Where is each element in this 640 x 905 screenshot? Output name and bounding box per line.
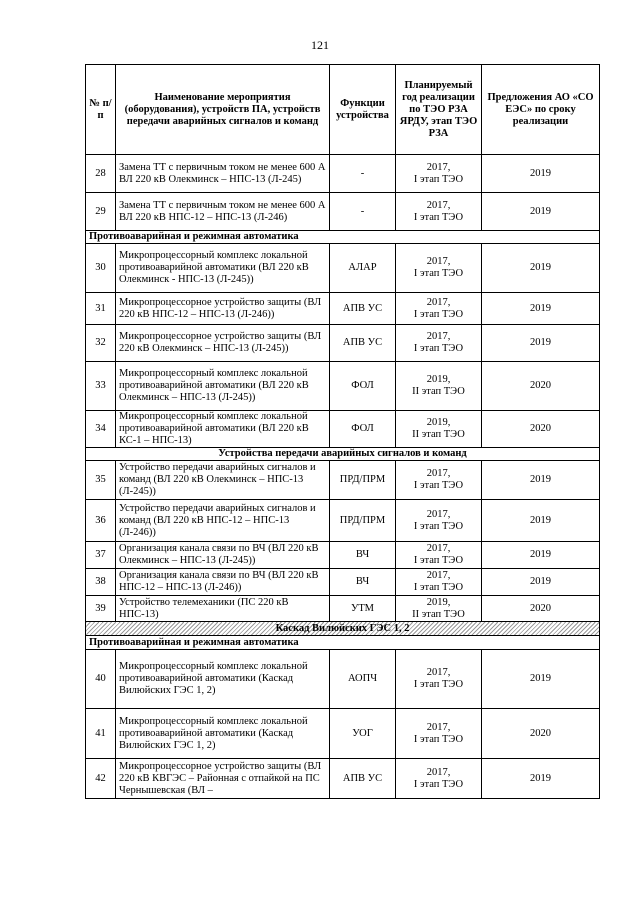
row-name: Организация канала связи по ВЧ (ВЛ 220 кВ НПС-12 – НПС-13 (Л-246)): [116, 569, 330, 596]
row-name: Замена ТТ с первичным током не менее 600 А ВЛ 220 кВ НПС-12 – НПС-13 (Л-246): [116, 193, 330, 231]
row-planned-year: [396, 411, 482, 448]
header-num: № п/п: [86, 65, 116, 155]
row-number: 34: [86, 411, 116, 448]
row-proposal: 2020: [482, 362, 600, 411]
header-name: Наименование мероприятия (оборудования), устройств ПА, устройств передачи аварийных сигналов и команд: [116, 65, 330, 155]
row-proposal: 2019: [482, 155, 600, 193]
row-stage: I этап ТЭО: [413, 733, 464, 745]
row-number: 36: [86, 500, 116, 542]
row-stage: I этап ТЭО: [413, 480, 464, 491]
row-function: ВЧ: [330, 542, 396, 569]
row-number: 39: [86, 596, 116, 622]
row-number: 32: [86, 325, 116, 362]
row-year: 2017,: [426, 570, 451, 581]
row-name: Микропроцессорное устройство защиты (ВЛ 220 кВ НПС-12 – НПС-13 (Л-246)): [116, 293, 330, 325]
row-year: 2017,: [426, 766, 451, 778]
table-row: [86, 569, 600, 596]
row-function: АПВ УС: [330, 759, 396, 799]
header-proposal: Предложения АО «СО ЕЭС» по сроку реализации: [482, 65, 600, 155]
row-name: Микропроцессорный комплекс локальной противоаварийной автоматики (Каскад Вилюйских ГЭС 1, 2): [116, 709, 330, 759]
row-planned-year: [396, 325, 482, 362]
row-stage: I этап ТЭО: [413, 268, 464, 279]
row-planned-year: [396, 244, 482, 293]
row-proposal: 2019: [482, 650, 600, 709]
table-row: [86, 362, 600, 411]
row-name: Организация канала связи по ВЧ (ВЛ 220 кВ Олекминск – НПС-13 (Л-245)): [116, 542, 330, 569]
row-year: 2019,: [426, 417, 451, 428]
table-row: [86, 244, 600, 293]
row-stage: I этап ТЭО: [413, 520, 464, 532]
row-function: АПВ УС: [330, 325, 396, 362]
row-year: 2017,: [426, 721, 451, 733]
table-row: [86, 193, 600, 231]
row-stage: I этап ТЭО: [413, 582, 464, 593]
measures-table: [85, 64, 600, 799]
row-year: 2017,: [426, 667, 451, 678]
table-row: [86, 759, 600, 799]
row-stage: I этап ТЭО: [413, 555, 464, 566]
row-name: Устройство телемеханики (ПС 220 кВ НПС-13): [116, 596, 330, 622]
row-name: Устройство передачи аварийных сигналов и команд (ВЛ 220 кВ Олекминск – НПС-13 (Л-245)): [116, 461, 330, 500]
row-proposal: 2020: [482, 411, 600, 448]
row-planned-year: [396, 596, 482, 622]
row-year: 2017,: [426, 468, 451, 479]
row-planned-year: [396, 362, 482, 411]
row-proposal: 2019: [482, 325, 600, 362]
row-number: 42: [86, 759, 116, 799]
row-name: Микропроцессорный комплекс локальной противоаварийной автоматики (ВЛ 220 кВ Олекминск - НПС-13 (Л-245)): [116, 244, 330, 293]
row-year: 2017,: [426, 256, 451, 267]
row-number: 38: [86, 569, 116, 596]
table-row: [86, 155, 600, 193]
row-stage: I этап ТЭО: [413, 343, 464, 354]
row-stage: II этап ТЭО: [412, 429, 465, 440]
row-name: Микропроцессорное устройство защиты (ВЛ 220 кВ Олекминск – НПС-13 (Л-245)): [116, 325, 330, 362]
section-row: [86, 231, 600, 244]
row-proposal: 2019: [482, 542, 600, 569]
row-number: 40: [86, 650, 116, 709]
row-planned-year: [396, 569, 482, 596]
row-proposal: 2020: [482, 596, 600, 622]
row-proposal: 2019: [482, 569, 600, 596]
row-year: 2017,: [426, 508, 451, 520]
row-function: ФОЛ: [330, 362, 396, 411]
row-proposal: 2019: [482, 500, 600, 542]
row-planned-year: [396, 461, 482, 500]
section-row: [86, 636, 600, 650]
row-function: ФОЛ: [330, 411, 396, 448]
row-function: АЛАР: [330, 244, 396, 293]
row-stage: I этап ТЭО: [413, 211, 464, 223]
row-year: 2017,: [426, 331, 451, 342]
table-row: [86, 709, 600, 759]
row-year: 2019,: [426, 596, 451, 608]
header-function: Функции устройства: [330, 65, 396, 155]
row-name: Микропроцессорное устройство защиты (ВЛ 220 кВ КВГЭС – Районная с отпайкой на ПС Чернышевская (ВЛ –: [116, 759, 330, 799]
row-proposal: 2019: [482, 193, 600, 231]
row-proposal: 2020: [482, 709, 600, 759]
row-number: 31: [86, 293, 116, 325]
row-year: 2017,: [426, 199, 451, 211]
row-planned-year: [396, 542, 482, 569]
row-stage: II этап ТЭО: [412, 608, 465, 620]
page-number: 121: [311, 38, 329, 52]
row-stage: I этап ТЭО: [413, 173, 464, 185]
object-heading: Каскад Вилюйских ГЭС 1, 2: [86, 622, 600, 636]
row-planned-year: [396, 500, 482, 542]
table-row: [86, 293, 600, 325]
row-proposal: 2019: [482, 293, 600, 325]
row-stage: I этап ТЭО: [413, 778, 464, 790]
row-year: 2017,: [426, 296, 451, 308]
section-heading: Устройства передачи аварийных сигналов и команд: [86, 448, 600, 461]
row-planned-year: [396, 709, 482, 759]
row-stage: I этап ТЭО: [413, 308, 464, 320]
row-planned-year: [396, 193, 482, 231]
row-number: 41: [86, 709, 116, 759]
row-proposal: 2019: [482, 244, 600, 293]
row-year: 2019,: [426, 374, 451, 385]
table-row: [86, 596, 600, 622]
table-row: [86, 325, 600, 362]
row-number: 33: [86, 362, 116, 411]
row-function: ПРД/ПРМ: [330, 461, 396, 500]
row-year: 2017,: [426, 161, 451, 173]
row-number: 35: [86, 461, 116, 500]
row-name: Микропроцессорный комплекс локальной противоаварийной автоматики (Каскад Вилюйских ГЭС 1, 2): [116, 650, 330, 709]
table-row: [86, 411, 600, 448]
row-function: ПРД/ПРМ: [330, 500, 396, 542]
row-function: АПВ УС: [330, 293, 396, 325]
row-function: ВЧ: [330, 569, 396, 596]
row-number: 37: [86, 542, 116, 569]
row-proposal: 2019: [482, 759, 600, 799]
section-row: [86, 448, 600, 461]
row-number: 29: [86, 193, 116, 231]
table-row: [86, 650, 600, 709]
table-row: [86, 542, 600, 569]
row-year: 2017,: [426, 543, 451, 554]
table-body: [86, 155, 600, 799]
row-planned-year: [396, 155, 482, 193]
row-name: Замена ТТ с первичным током не менее 600 А ВЛ 220 кВ Олекминск – НПС-13 (Л-245): [116, 155, 330, 193]
row-stage: II этап ТЭО: [412, 386, 465, 397]
row-name: Микропроцессорный комплекс локальной противоаварийной автоматики (ВЛ 220 кВ КС-1 – НПС-13): [116, 411, 330, 448]
row-function: -: [330, 193, 396, 231]
row-function: УОГ: [330, 709, 396, 759]
row-planned-year: [396, 650, 482, 709]
table-row: [86, 500, 600, 542]
row-planned-year: [396, 293, 482, 325]
section-heading: Противоаварийная и режимная автоматика: [86, 231, 600, 244]
section-heading: Противоаварийная и режимная автоматика: [86, 636, 600, 650]
row-name: Микропроцессорный комплекс локальной противоаварийной автоматики (ВЛ 220 кВ Олекминск – НПС-13 (Л-245)): [116, 362, 330, 411]
table-header-row: [86, 65, 600, 155]
row-number: 30: [86, 244, 116, 293]
row-planned-year: [396, 759, 482, 799]
row-proposal: 2019: [482, 461, 600, 500]
row-function: -: [330, 155, 396, 193]
row-name: Устройство передачи аварийных сигналов и команд (ВЛ 220 кВ НПС-12 – НПС-13 (Л-246)): [116, 500, 330, 542]
row-number: 28: [86, 155, 116, 193]
row-stage: I этап ТЭО: [413, 679, 464, 690]
row-function: АОПЧ: [330, 650, 396, 709]
header-planned-year: Планируемый год реализации по ТЭО РЗА ЯРДУ, этап ТЭО РЗА: [396, 65, 482, 155]
row-function: УТМ: [330, 596, 396, 622]
table-row: [86, 461, 600, 500]
section-hatched-row: [86, 622, 600, 636]
